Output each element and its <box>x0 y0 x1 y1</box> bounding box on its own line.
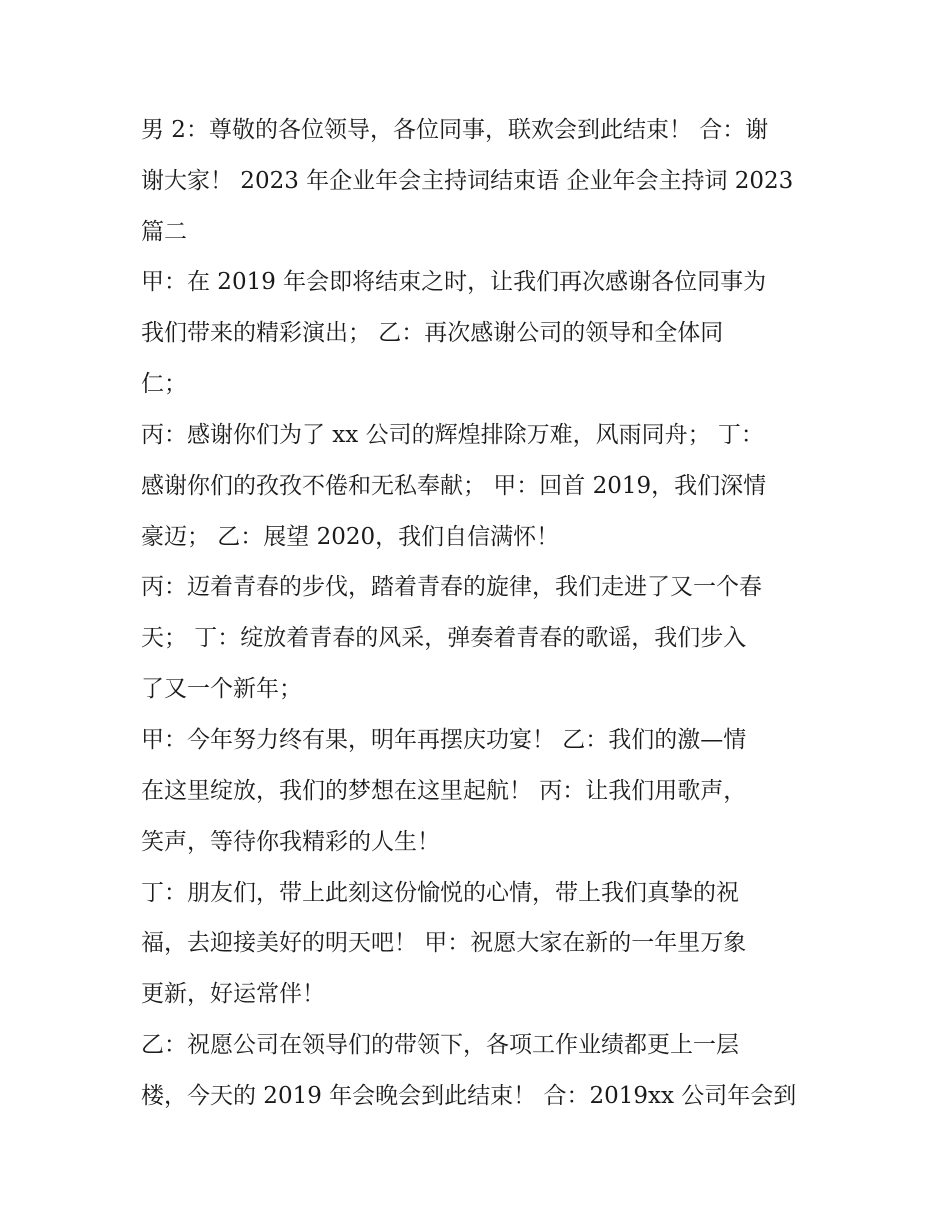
text-line: 乙：祝愿公司在领导们的带领下，各项工作业绩都更上一层 <box>141 1032 739 1058</box>
text-line: 笑声，等待你我精彩的人生！ <box>141 829 440 855</box>
text-line: 豪迈； 乙：展望 2020，我们自信满怀！ <box>141 524 560 550</box>
text-line: 丙：感谢你们为了 xx 公司的辉煌排除万难，风雨同舟； 丁： <box>141 422 764 448</box>
text-line: 天； 丁：绽放着青春的风采，弹奏着青春的歌谣，我们步入 <box>141 625 747 651</box>
text-line: 在这里绽放，我们的梦想在这里起航！ 丙：让我们用歌声， <box>141 778 747 804</box>
text-line: 篇二 <box>141 219 187 245</box>
text-line: 楼，今天的 2019 年会晚会到此结束！ 合：2019xx 公司年会到 <box>141 1083 797 1109</box>
text-line: 丁：朋友们，带上此刻这份愉悦的心情，带上我们真挚的祝 <box>141 880 739 906</box>
text-line: 男 2：尊敬的各位领导，各位同事，联欢会到此结束！ 合：谢 <box>141 117 769 143</box>
text-line: 甲：今年努力终有果，明年再摆庆功宴！ 乙：我们的激—情 <box>141 727 747 753</box>
text-line: 仁； <box>141 371 187 397</box>
text-line: 更新，好运常伴！ <box>141 981 325 1007</box>
text-line: 了又一个新年； <box>141 676 302 702</box>
text-line: 丙：迈着青春的步伐，踏着青春的旋律，我们走进了又一个春 <box>141 574 762 600</box>
text-line: 谢大家！ 2023 年企业年会主持词结束语 企业年会主持词 2023 <box>141 168 794 194</box>
text-line: 感谢你们的孜孜不倦和无私奉献； 甲：回首 2019，我们深情 <box>141 473 767 499</box>
text-line: 福，去迎接美好的明天吧！ 甲：祝愿大家在新的一年里万象 <box>141 930 747 956</box>
text-line: 我们带来的精彩演出； 乙：再次感谢公司的领导和全体同 <box>141 320 724 346</box>
text-line: 甲：在 2019 年会即将结束之时，让我们再次感谢各位同事为 <box>141 269 767 295</box>
